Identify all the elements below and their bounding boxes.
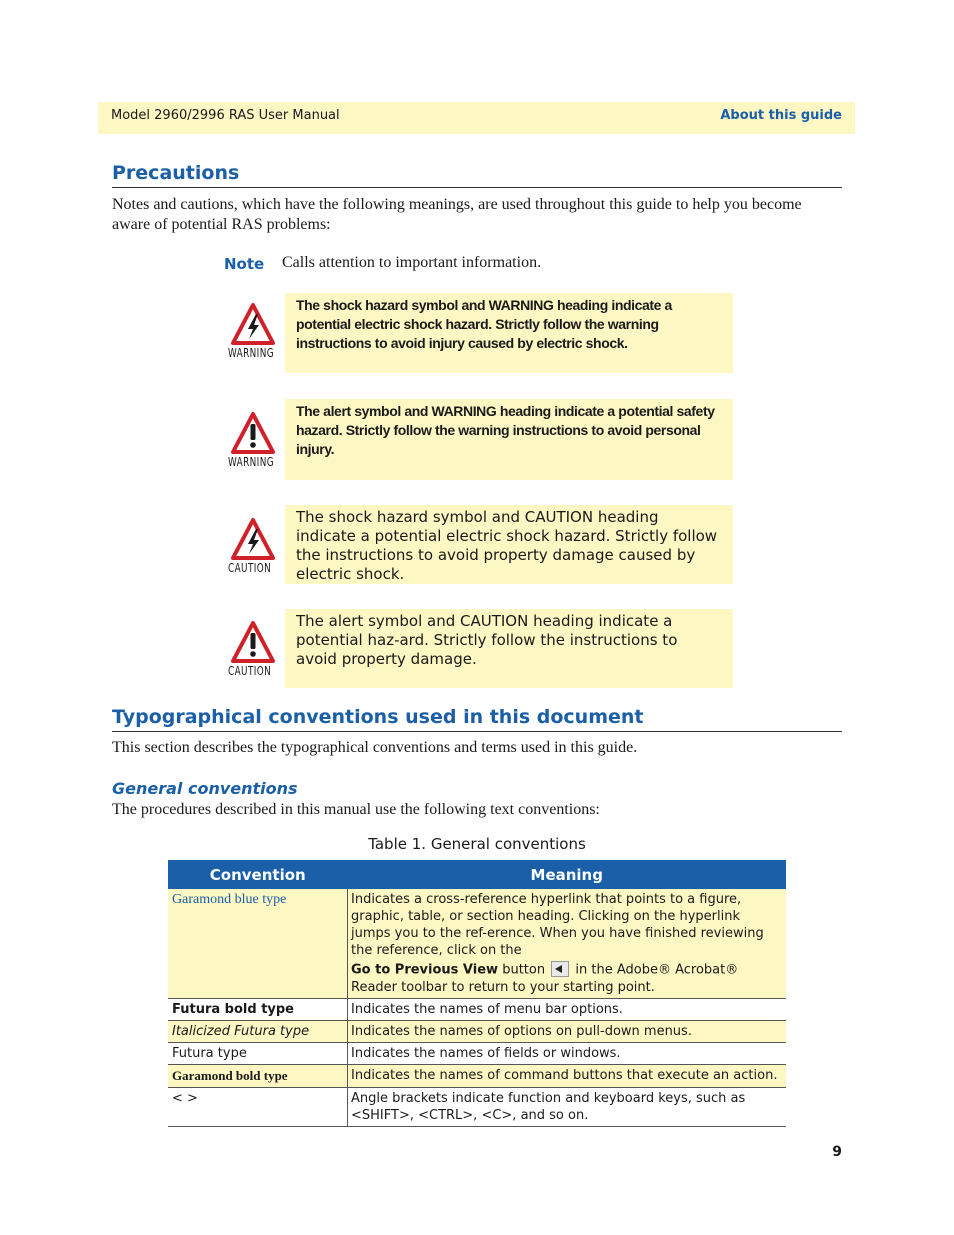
meaning-bold-text: Go to Previous View (351, 962, 499, 978)
meaning-cell (348, 889, 787, 999)
meaning-cell: Indicates the names of menu bar options. (348, 999, 787, 1021)
page-number: 9 (832, 1144, 842, 1160)
convention-cell: Garamond bold type (172, 1068, 288, 1083)
meaning-cell: Indicates the names of options on pull-down menus. (348, 1021, 787, 1043)
warning-message: The alert symbol and WARNING heading indicate a potential safety hazard. Strictly follow the warning instructions to avoid personal injury. (285, 399, 733, 480)
icon-caption: CAUTION (228, 664, 272, 678)
general-conventions-heading: General conventions (112, 779, 298, 798)
meaning-text: Indicates a cross-reference hyperlink that points to a figure, graphic, table, or section heading. Clicking on the hyperlink jumps you to the ref-erence. When you have finished reviewing the reference, click on the (351, 892, 764, 958)
running-header (98, 102, 855, 134)
convention-cell[interactable]: Garamond blue type (172, 892, 287, 907)
icon-caption: WARNING (228, 455, 275, 469)
alert-icon (228, 411, 278, 469)
previous-view-icon (551, 961, 569, 977)
column-header-convention: Convention (168, 860, 348, 889)
icon-caption: WARNING (228, 346, 275, 360)
alert-icon (228, 620, 278, 678)
manual-title: Model 2960/2996 RAS User Manual (111, 108, 340, 123)
table-row (168, 1065, 786, 1088)
general-conventions-intro: The procedures described in this manual use the following text conventions: (112, 801, 600, 818)
meaning-text: in the Adobe® Acrobat® Reader toolbar to return to your starting point. (351, 962, 739, 995)
note-text: Calls attention to important information. (282, 254, 542, 271)
icon-caption: CAUTION (228, 561, 272, 575)
warning-message: The shock hazard symbol and WARNING heading indicate a potential electric shock hazard. Strictly follow the warning instructions to avoid injury caused by electric shock. (285, 293, 733, 373)
table-row (168, 999, 786, 1021)
table-row (168, 1021, 786, 1043)
meaning-cell: Indicates the names of fields or windows. (348, 1043, 787, 1065)
typography-intro: This section describes the typographical conventions and terms used in this guide. (112, 739, 638, 756)
table-caption: Table 1. General conventions (368, 835, 586, 853)
convention-cell: < > (172, 1091, 198, 1106)
table-row (168, 889, 786, 999)
table-row (168, 1088, 786, 1127)
shock-hazard-icon (228, 302, 278, 360)
convention-cell: Futura type (172, 1046, 247, 1061)
convention-cell: Italicized Futura type (172, 1024, 310, 1039)
meaning-cell: Indicates the names of command buttons that execute an action. (348, 1065, 787, 1088)
shock-hazard-icon (228, 517, 278, 575)
convention-cell: Futura bold type (172, 1002, 295, 1017)
table-row (168, 1043, 786, 1065)
caution-message: The alert symbol and CAUTION heading indicate a potential haz-ard. Strictly follow the instructions to avoid property damage. (285, 609, 733, 688)
meaning-cell: Angle brackets indicate function and keyboard keys, such as <SHIFT>, <CTRL>, <C>, and so on. (348, 1088, 787, 1127)
caution-message: The shock hazard symbol and CAUTION heading indicate a potential electric shock hazard. Strictly follow the instructions to avoid property damage caused by electric shock. (285, 505, 733, 584)
precautions-heading: Precautions (112, 162, 842, 188)
typography-heading: Typographical conventions used in this document (112, 706, 842, 732)
note-label: Note (224, 255, 265, 273)
meaning-text: button (502, 962, 546, 978)
column-header-meaning: Meaning (348, 860, 787, 889)
section-link[interactable]: About this guide (720, 108, 842, 123)
precautions-intro: Notes and cautions, which have the following meanings, are used throughout this guide to help you become aware of potential RAS problems: (112, 196, 802, 233)
conventions-table (168, 860, 786, 1127)
